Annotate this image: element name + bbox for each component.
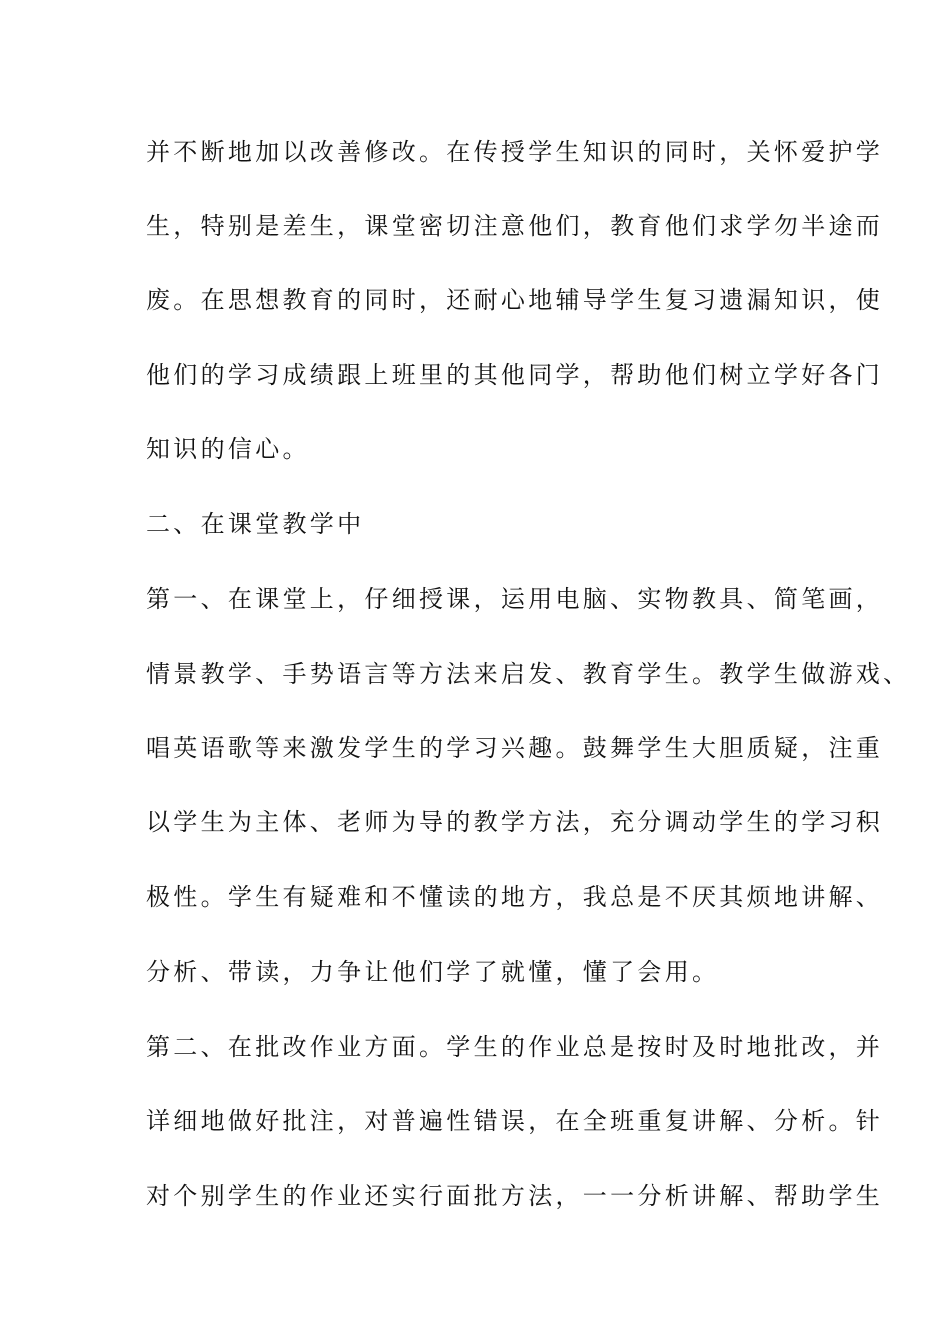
text-line: 详细地做好批注，对普遍性错误，在全班重复讲解、分析。针 bbox=[146, 1107, 884, 1135]
text-line: 第二、在批改作业方面。学生的作业总是按时及时地批改，并 bbox=[146, 1033, 884, 1061]
text-line: 对个别学生的作业还实行面批方法，一一分析讲解、帮助学生 bbox=[146, 1182, 884, 1210]
text-line: 知识的信心。 bbox=[146, 435, 310, 463]
text-line: 以学生为主体、老师为导的教学方法，充分调动学生的学习积 bbox=[146, 808, 884, 836]
text-line: 唱英语歌等来激发学生的学习兴趣。鼓舞学生大胆质疑，注重 bbox=[146, 734, 884, 762]
text-line: 废。在思想教育的同时，还耐心地辅导学生复习遗漏知识，使 bbox=[146, 286, 884, 314]
text-line: 情景教学、手势语言等方法来启发、教育学生。教学生做游戏、 bbox=[146, 660, 911, 688]
text-line: 并不断地加以改善修改。在传授学生知识的同时，关怀爱护学 bbox=[146, 138, 884, 166]
text-line: 第一、在课堂上，仔细授课，运用电脑、实物教具、简笔画， bbox=[146, 585, 884, 613]
text-line: 分析、带读，力争让他们学了就懂，懂了会用。 bbox=[146, 958, 720, 986]
section-heading: 二、在课堂教学中 bbox=[146, 510, 365, 538]
text-line: 极性。学生有疑难和不懂读的地方，我总是不厌其烦地讲解、 bbox=[146, 883, 884, 911]
text-line: 他们的学习成绩跟上班里的其他同学，帮助他们树立学好各门 bbox=[146, 361, 884, 389]
text-line: 生，特别是差生，课堂密切注意他们，教育他们求学勿半途而 bbox=[146, 212, 884, 240]
